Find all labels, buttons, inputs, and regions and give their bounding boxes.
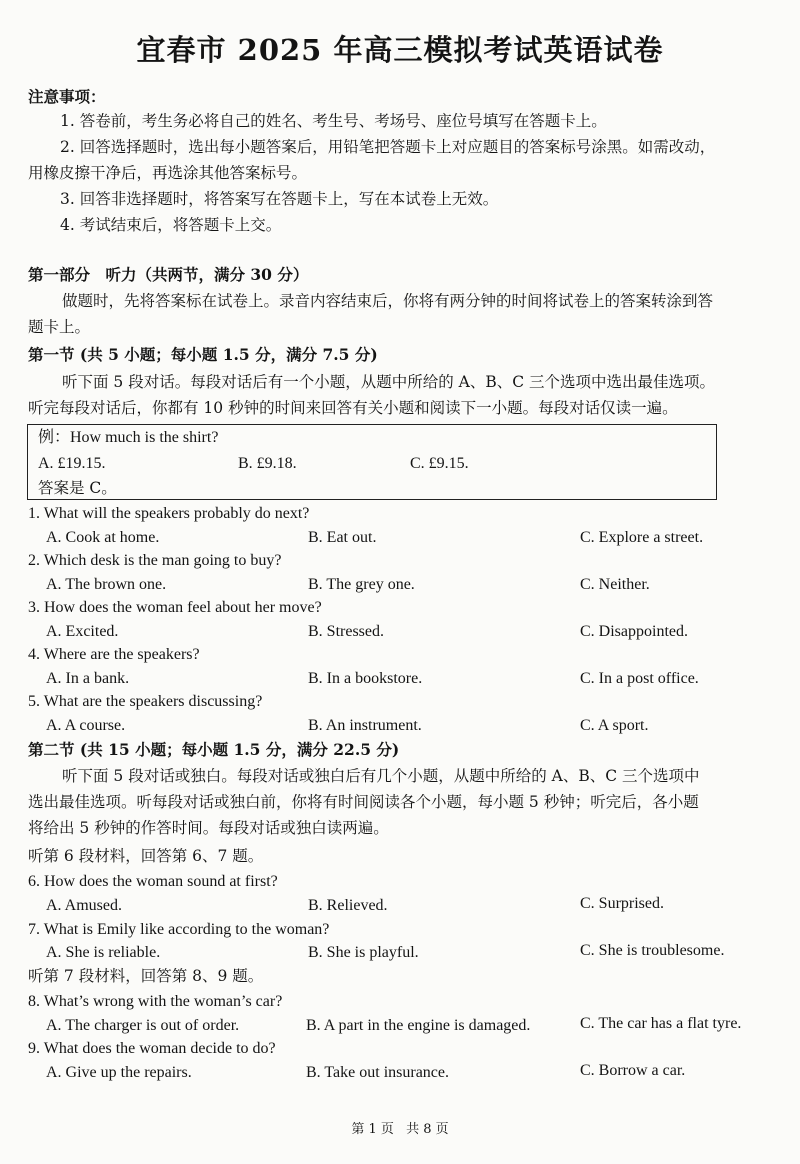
option-b: B. The grey one. [308, 576, 415, 593]
option-b: B. Eat out. [308, 529, 377, 546]
option-a: A. A course. [46, 717, 126, 734]
option-a: A. Amused. [46, 897, 122, 914]
page-number: 第 1 页 [351, 1122, 394, 1137]
material-heading: 听第 7 段材料，回答第 8、9 题。 [28, 967, 264, 985]
option-a: A. She is reliable. [46, 944, 161, 961]
option-c: C. Disappointed. [580, 623, 688, 640]
section2-intro: 将给出 5 秒钟的作答时间。每段对话或独白读两遍。 [28, 819, 389, 837]
option-c: C. Explore a street. [580, 529, 704, 546]
material-heading: 听第 6 段材料，回答第 6、7 题。 [28, 847, 264, 865]
example-question: 例：How much is the shirt? [38, 429, 219, 446]
option-c: C. Borrow a car. [580, 1062, 686, 1079]
section2-intro: 听下面 5 段对话或独白。每段对话或独白后有几个小题，从题中所给的 A、B、C 三个选项中 [62, 767, 700, 785]
option-a: A. The charger is out of order. [46, 1017, 240, 1034]
notice-item: 2. 回答选择题时，选出每小题答案后，用铅笔把答题卡上对应题目的答案标号涂黑。如需改动， [60, 138, 716, 156]
section1-intro: 听完每段对话后，你都有 10 秒钟的时间来回答有关小题和阅读下一小题。每段对话仅读一遍。 [28, 399, 678, 417]
question-text: 1. What will the speakers probably do next? [28, 505, 310, 522]
example-option-b: B. £9.18. [238, 455, 297, 472]
example-answer: 答案是 C。 [38, 479, 117, 497]
section1-heading: 第一节 (共 5 小题；每小题 1.5 分，满分 7.5 分) [28, 345, 378, 364]
section1-intro: 听下面 5 段对话。每段对话后有一个小题，从题中所给的 A、B、C 三个选项中选出最佳选项。 [62, 373, 716, 391]
notice-item: 用橡皮擦干净后，再选涂其他答案标号。 [28, 164, 308, 182]
option-c: C. Neither. [580, 576, 650, 593]
option-b: B. Relieved. [308, 897, 388, 914]
page-title: 宜春市 2025 年高三模拟考试英语试卷 [136, 33, 664, 67]
option-c: C. Surprised. [580, 895, 664, 912]
section2-intro: 选出最佳选项。听每段对话或独白前，你将有时间阅读各个小题，每小题 5 秒钟；听完后，各小题 [28, 793, 699, 811]
option-a: A. Cook at home. [46, 529, 160, 546]
option-c: C. She is troublesome. [580, 942, 725, 959]
question-text: 9. What does the woman decide to do? [28, 1040, 276, 1057]
question-text: 8. What’s wrong with the woman’s car? [28, 993, 283, 1010]
notice-item: 1. 答卷前，考生务必将自己的姓名、考生号、考场号、座位号填写在答题卡上。 [60, 112, 607, 130]
option-a: A. In a bank. [46, 670, 130, 687]
question-text: 5. What are the speakers discussing? [28, 693, 263, 710]
option-b: B. Stressed. [308, 623, 384, 640]
part1-heading: 第一部分 听力（共两节，满分 30 分） [28, 265, 309, 284]
option-b: B. An instrument. [308, 717, 422, 734]
option-b: B. She is playful. [308, 944, 419, 961]
section2-heading: 第二节 (共 15 小题；每小题 1.5 分，满分 22.5 分) [28, 740, 400, 759]
notice-item: 4. 考试结束后，将答题卡上交。 [60, 216, 282, 234]
notice-heading: 注意事项： [28, 87, 106, 106]
part1-intro: 题卡上。 [28, 318, 91, 336]
part1-intro: 做题时，先将答案标在试卷上。录音内容结束后，你将有两分钟的时间将试卷上的答案转涂到答 [62, 292, 714, 310]
option-c: C. In a post office. [580, 670, 699, 687]
question-text: 7. What is Emily like according to the woman? [28, 921, 330, 938]
option-a: A. The brown one. [46, 576, 167, 593]
page-total: 共 8 页 [406, 1122, 449, 1137]
option-b: B. A part in the engine is damaged. [306, 1017, 531, 1034]
page-footer [0, 1118, 800, 1137]
notice-item: 3. 回答非选择题时，将答案写在答题卡上，写在本试卷上无效。 [60, 190, 499, 208]
example-option-c: C. £9.15. [410, 455, 469, 472]
question-text: 6. How does the woman sound at first? [28, 873, 278, 890]
question-text: 3. How does the woman feel about her move? [28, 599, 322, 616]
option-a: A. Excited. [46, 623, 119, 640]
option-a: A. Give up the repairs. [46, 1064, 192, 1081]
question-text: 4. Where are the speakers? [28, 646, 200, 663]
option-c: C. The car has a flat tyre. [580, 1015, 742, 1032]
option-b: B. Take out insurance. [306, 1064, 449, 1081]
question-text: 2. Which desk is the man going to buy? [28, 552, 282, 569]
option-c: C. A sport. [580, 717, 649, 734]
example-option-a: A. £19.15. [38, 455, 106, 472]
option-b: B. In a bookstore. [308, 670, 423, 687]
